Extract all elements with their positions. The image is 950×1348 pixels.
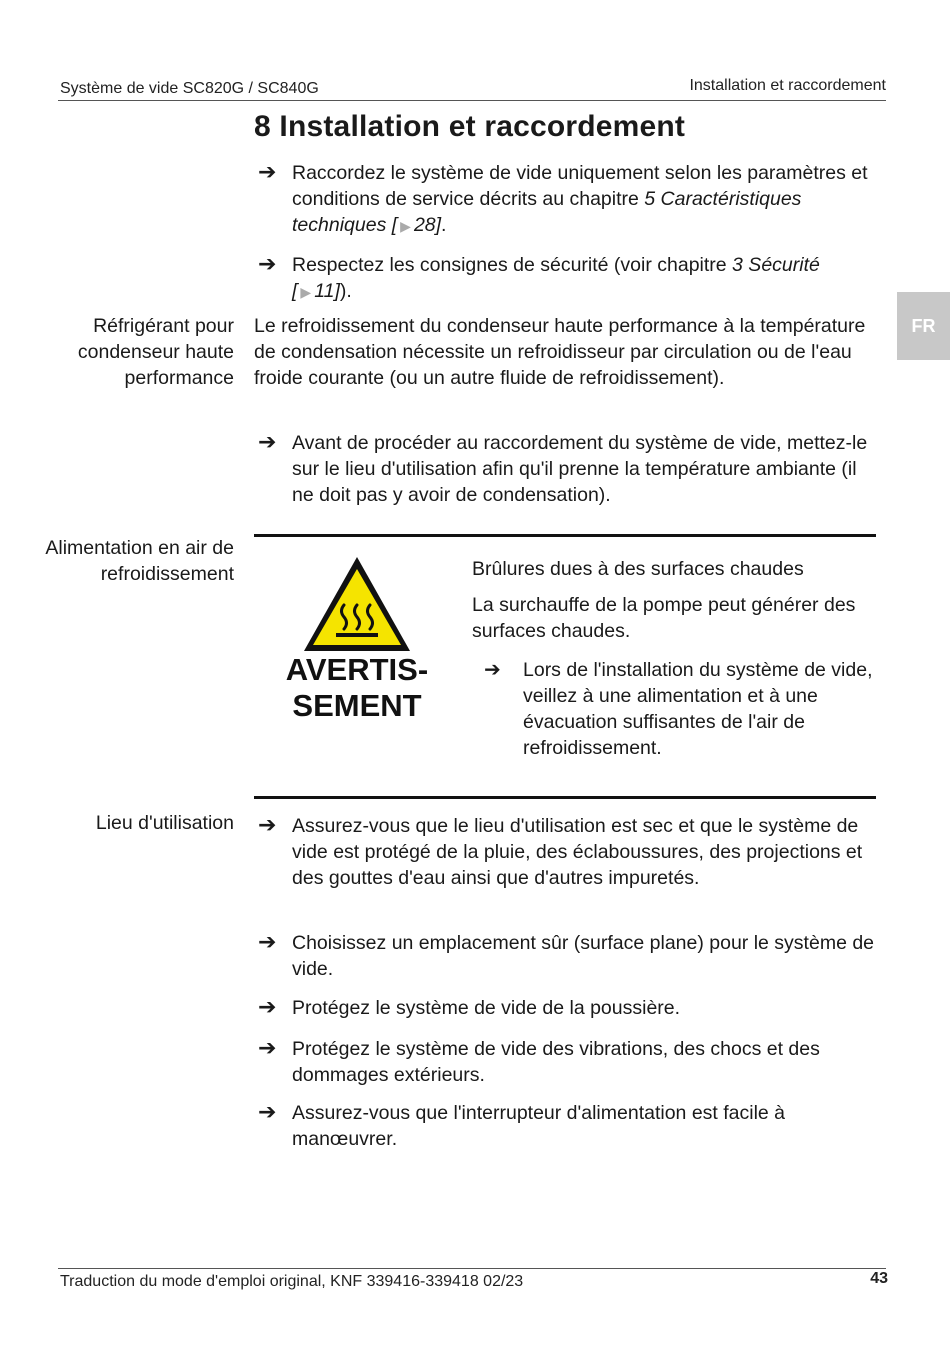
side-heading-cooler: Réfrigérant pour condenseur haute performance xyxy=(77,315,234,389)
bullet-text: Protégez le système de vide des vibrations, des chocs et des dommages extérieurs. xyxy=(292,1038,820,1086)
arrow-icon: ➔ xyxy=(258,159,277,184)
warning-bullet: Lors de l'installation du système de vide, veillez à une alimentation et à une évacuation suffisantes de l'air de refroidissement. xyxy=(523,659,873,759)
arrow-icon: ➔ xyxy=(258,994,277,1019)
bullet-text: Assurez-vous que le lieu d'utilisation est sec et que le système de vide est protégé de la pluie, des éclaboussures, des projections et des gouttes d'eau ainsi que d'autres impuretés. xyxy=(292,815,863,889)
bullet-text: Protégez le système de vide de la poussière. xyxy=(292,997,681,1019)
page-title: 8 Installation et raccordement xyxy=(254,110,686,143)
warning-signal-word: AVERTIS- SEMENT xyxy=(285,652,429,723)
bullet-text: Raccordez le système de vide uniquement selon les paramètres et conditions de service décrits au chapitre xyxy=(292,162,868,210)
list-item: ➔ Respectez les consignes de sécurité (voir chapitre 3 Sécurité [ ▶ 11]). xyxy=(258,251,820,302)
list-item xyxy=(258,930,878,982)
warning-bottom-rule xyxy=(254,796,876,799)
side-heading-location: Lieu d'utilisation xyxy=(95,812,234,834)
list-item xyxy=(258,1036,878,1088)
hot-surface-warning-icon xyxy=(300,553,414,655)
language-tab[interactable]: FR xyxy=(897,292,950,360)
list-item: ➔ Raccordez le système de vide uniquement selon les paramètres et conditions de service décrits au chapitre 5 Caractéristiques techniques [ ▶ 28]. xyxy=(258,159,868,236)
list-item xyxy=(258,995,878,1021)
footer-divider xyxy=(58,1268,886,1269)
list-item xyxy=(258,430,878,508)
warning-top-rule xyxy=(254,534,876,537)
chapter-link[interactable]: 5 Caractéristiques techniques [ ▶ 28] xyxy=(292,188,802,236)
arrow-icon: ➔ xyxy=(258,429,277,454)
warning-text: La surchauffe de la pompe peut générer des surfaces chaudes. xyxy=(472,594,856,642)
chapter-link[interactable]: 3 Sécurité [ ▶ 11] xyxy=(292,254,820,302)
page-number: 43 xyxy=(870,1270,888,1287)
bullet-text: Assurez-vous que l'interrupteur d'alimentation est facile à manœuvrer. xyxy=(292,1102,786,1150)
arrow-icon: ➔ xyxy=(258,1035,277,1060)
page-ref-icon: ▶ xyxy=(300,284,312,300)
side-heading-air: Alimentation en air de refroidissement xyxy=(45,537,234,585)
cooler-paragraph: Le refroidissement du condenseur haute performance à la température de condensation nécessite un refroidisseur par circulation ou de l'eau froide courante (ou un autre fluide de refroidissement). xyxy=(254,315,866,389)
arrow-icon: ➔ xyxy=(484,659,501,681)
arrow-icon: ➔ xyxy=(258,1099,277,1124)
bullet-text: Choisissez un emplacement sûr (surface plane) pour le système de vide. xyxy=(292,932,875,980)
header-divider xyxy=(58,100,886,101)
bullet-text: Avant de procéder au raccordement du système de vide, mettez-le sur le lieu d'utilisation afin qu'il prenne la température ambiante (il ne doit pas y avoir de condensation). xyxy=(292,432,868,506)
footer-translation-note: Traduction du mode d'emploi original, KNF 339416-339418 02/23 xyxy=(60,1273,524,1290)
list-item xyxy=(258,1100,878,1152)
arrow-icon: ➔ xyxy=(258,251,277,276)
page-ref-icon: ▶ xyxy=(400,218,411,234)
header-doc-title: Système de vide SC820G / SC840G xyxy=(60,80,319,97)
list-item xyxy=(258,813,878,891)
bullet-text: Respectez les consignes de sécurité (voir chapitre xyxy=(292,254,733,276)
arrow-icon: ➔ xyxy=(258,812,277,837)
warning-title: Brûlures dues à des surfaces chaudes xyxy=(472,558,804,580)
header-section-title: Installation et raccordement xyxy=(689,77,886,94)
arrow-icon: ➔ xyxy=(258,929,277,954)
